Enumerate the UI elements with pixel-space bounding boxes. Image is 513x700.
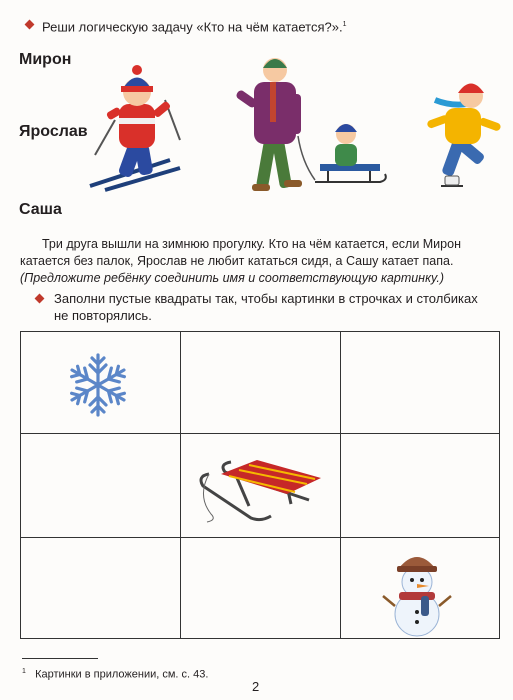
snowman-icon: [377, 546, 457, 638]
task-1-text: Реши логическую задачу «Кто на чём катается?».$^1$: [42, 19, 347, 35]
grid-cell[interactable]: [341, 332, 499, 434]
grid-cell[interactable]: [181, 332, 341, 434]
grid-cell[interactable]: [341, 538, 499, 638]
bullet-icon: [35, 294, 45, 304]
grid-cell[interactable]: [181, 538, 341, 638]
snowflake-icon: [65, 352, 131, 418]
footnote-divider: [22, 658, 98, 659]
task-2-text: Заполни пустые квадраты так, чтобы картинки в строчках и столбиках не повторялись.: [54, 291, 478, 323]
grid-cell[interactable]: [181, 434, 341, 538]
sled-icon: [191, 456, 331, 526]
grid-cell[interactable]: [21, 434, 181, 538]
name-sasha: Саша: [19, 201, 62, 218]
boy-skating-icon: [425, 78, 510, 196]
footnote: $^1$ Картинки в приложении, см. с. 43.: [22, 668, 209, 681]
grid-cell[interactable]: [21, 332, 181, 434]
grid-cell[interactable]: [341, 434, 499, 538]
boy-skiing-icon: [85, 60, 195, 195]
page-number: 2: [252, 679, 260, 694]
name-miron: Мирон: [19, 51, 72, 68]
story-paragraph: Три друга вышли на зимнюю прогулку. Кто на чём катается, если Мирон катается без палок, Ярослав не любит кататься сидя, а Сашу катает папа. (Предложите ребёнку соединить имя и соответствующую картинку.): [20, 237, 461, 285]
name-yaroslav: Ярослав: [19, 123, 88, 140]
father-pulling-sled-icon: [230, 52, 395, 202]
bullet-icon: [25, 20, 35, 30]
grid-cell[interactable]: [21, 538, 181, 638]
puzzle-grid: [20, 331, 500, 639]
